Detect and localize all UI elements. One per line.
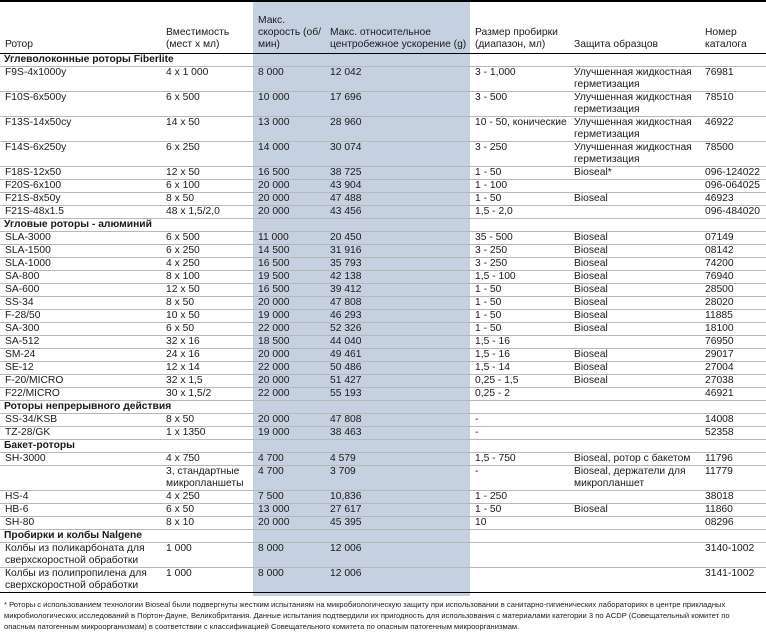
section-title: Бакет-роторы — [0, 440, 766, 453]
catalog-cell: 096-064025 — [700, 180, 766, 193]
tube-size-cell: 3 - 250 — [470, 258, 569, 271]
capacity-cell: 14 x 50 — [161, 117, 253, 142]
header-capacity: Вместимость (мест х мл) — [161, 2, 253, 54]
tube-size-cell: 1 - 50 — [470, 284, 569, 297]
max-rcf-cell: 4 579 — [325, 453, 470, 466]
tube-size-cell: 1 - 50 — [470, 323, 569, 336]
protection-cell: Bioseal — [569, 232, 700, 245]
table-row — [0, 504, 766, 517]
tube-size-cell: 35 - 500 — [470, 232, 569, 245]
max-rcf-cell: 38 725 — [325, 167, 470, 180]
max-speed-cell: 20 000 — [253, 193, 325, 206]
rotor-cell: Колбы из поликарбоната для сверхскоростной обработки — [0, 543, 161, 568]
section-header-row — [0, 530, 766, 543]
protection-cell — [569, 336, 700, 349]
rotor-cell: HS-4 — [0, 491, 161, 504]
max-rcf-cell: 51 427 — [325, 375, 470, 388]
rotor-cell: F-20/MICRO — [0, 375, 161, 388]
max-rcf-cell: 43 456 — [325, 206, 470, 219]
table-row — [0, 375, 766, 388]
tube-size-cell: - — [470, 427, 569, 440]
header-max-speed: Макс. скорость (об/мин) — [253, 2, 325, 54]
catalog-cell: 11860 — [700, 504, 766, 517]
tube-size-cell: 1 - 100 — [470, 180, 569, 193]
rotor-cell: Колбы из полипропилена для сверхскоростной обработки — [0, 568, 161, 593]
protection-cell: Bioseal — [569, 297, 700, 310]
max-speed-cell: 22 000 — [253, 362, 325, 375]
catalog-cell: 11779 — [700, 466, 766, 491]
max-speed-cell: 13 000 — [253, 504, 325, 517]
tube-size-cell: 10 - 50, конические — [470, 117, 569, 142]
max-speed-cell: 8 000 — [253, 543, 325, 568]
rotor-cell: SM-24 — [0, 349, 161, 362]
table-row — [0, 206, 766, 219]
tube-size-cell: 3 - 500 — [470, 92, 569, 117]
catalog-cell: 76940 — [700, 271, 766, 284]
max-speed-cell: 18 500 — [253, 336, 325, 349]
table-row — [0, 414, 766, 427]
capacity-cell: 8 x 50 — [161, 297, 253, 310]
rotor-cell: F18S-12x50 — [0, 167, 161, 180]
rotor-cell: SA-512 — [0, 336, 161, 349]
max-rcf-cell: 3 709 — [325, 466, 470, 491]
capacity-cell: 8 x 100 — [161, 271, 253, 284]
table-row — [0, 453, 766, 466]
table-row — [0, 167, 766, 180]
capacity-cell: 12 x 50 — [161, 284, 253, 297]
max-rcf-cell: 47 808 — [325, 414, 470, 427]
rotor-cell: SH-80 — [0, 517, 161, 530]
tube-size-cell: 1 - 50 — [470, 297, 569, 310]
rotor-cell: F13S-14x50cy — [0, 117, 161, 142]
rotor-cell: SH-3000 — [0, 453, 161, 466]
max-speed-cell: 13 000 — [253, 117, 325, 142]
tube-size-cell: 1,5 - 100 — [470, 271, 569, 284]
rotor-cell: SA-600 — [0, 284, 161, 297]
tube-size-cell: 1 - 50 — [470, 193, 569, 206]
table-row — [0, 258, 766, 271]
rotor-cell: F10S-6x500y — [0, 92, 161, 117]
protection-cell — [569, 388, 700, 401]
max-speed-cell: 14 000 — [253, 142, 325, 167]
catalog-cell: 74200 — [700, 258, 766, 271]
max-speed-cell: 8 000 — [253, 568, 325, 593]
max-speed-cell: 20 000 — [253, 349, 325, 362]
capacity-cell: 1 000 — [161, 568, 253, 593]
tube-size-cell — [470, 568, 569, 593]
table-row — [0, 193, 766, 206]
catalog-cell: 096-484020 — [700, 206, 766, 219]
max-speed-cell: 22 000 — [253, 388, 325, 401]
tube-size-cell: 1 - 250 — [470, 491, 569, 504]
table-row — [0, 568, 766, 593]
protection-cell — [569, 414, 700, 427]
catalog-cell: 27038 — [700, 375, 766, 388]
table-row — [0, 491, 766, 504]
rotor-cell: SA-300 — [0, 323, 161, 336]
capacity-cell: 4 x 250 — [161, 258, 253, 271]
section-title: Роторы непрерывного действия — [0, 401, 766, 414]
tube-size-cell: 0,25 - 2 — [470, 388, 569, 401]
protection-cell — [569, 543, 700, 568]
max-rcf-cell: 44 040 — [325, 336, 470, 349]
max-rcf-cell: 47 488 — [325, 193, 470, 206]
catalog-cell: 78510 — [700, 92, 766, 117]
capacity-cell: 4 x 250 — [161, 491, 253, 504]
protection-cell: Улучшенная жидкостная герметизация — [569, 67, 700, 92]
max-rcf-cell: 47 808 — [325, 297, 470, 310]
rotor-cell: SS-34 — [0, 297, 161, 310]
capacity-cell: 12 x 14 — [161, 362, 253, 375]
max-rcf-cell: 20 450 — [325, 232, 470, 245]
max-speed-cell: 4 700 — [253, 453, 325, 466]
capacity-cell: 24 x 16 — [161, 349, 253, 362]
section-header-row — [0, 401, 766, 414]
catalog-cell: 07149 — [700, 232, 766, 245]
max-rcf-cell: 12 042 — [325, 67, 470, 92]
tube-size-cell: 0,25 - 1,5 — [470, 375, 569, 388]
capacity-cell: 6 x 250 — [161, 245, 253, 258]
section-title: Углеволоконные роторы Fiberlite — [0, 54, 766, 67]
table-row — [0, 349, 766, 362]
tube-size-cell: 3 - 250 — [470, 142, 569, 167]
rotor-cell: HB-6 — [0, 504, 161, 517]
catalog-cell: 38018 — [700, 491, 766, 504]
capacity-cell: 8 x 10 — [161, 517, 253, 530]
max-rcf-cell: 38 463 — [325, 427, 470, 440]
max-rcf-cell: 31 916 — [325, 245, 470, 258]
capacity-cell: 4 x 750 — [161, 453, 253, 466]
capacity-cell: 1 000 — [161, 543, 253, 568]
max-speed-cell: 14 500 — [253, 245, 325, 258]
table-row — [0, 271, 766, 284]
protection-cell: Bioseal — [569, 245, 700, 258]
table-row — [0, 284, 766, 297]
protection-cell — [569, 517, 700, 530]
table-row — [0, 92, 766, 117]
rotor-cell: SA-800 — [0, 271, 161, 284]
section-title: Пробирки и колбы Nalgene — [0, 530, 766, 543]
catalog-cell: 3141-1002 — [700, 568, 766, 593]
rotor-cell: SLA-3000 — [0, 232, 161, 245]
max-rcf-cell: 39 412 — [325, 284, 470, 297]
protection-cell — [569, 427, 700, 440]
capacity-cell: 3, стандартные микропланшеты — [161, 466, 253, 491]
catalog-cell: 76981 — [700, 67, 766, 92]
tube-size-cell: 1,5 - 2,0 — [470, 206, 569, 219]
capacity-cell: 6 x 500 — [161, 92, 253, 117]
catalog-cell: 29017 — [700, 349, 766, 362]
catalog-cell: 3140-1002 — [700, 543, 766, 568]
rotor-specification-table — [0, 2, 766, 593]
max-rcf-cell: 27 617 — [325, 504, 470, 517]
protection-cell: Bioseal — [569, 258, 700, 271]
section-header-row — [0, 219, 766, 232]
max-rcf-cell: 43 904 — [325, 180, 470, 193]
header-max-rcf: Макс. относительное центробежное ускорение (g) — [325, 2, 470, 54]
max-rcf-cell: 50 486 — [325, 362, 470, 375]
protection-cell: Bioseal — [569, 323, 700, 336]
protection-cell — [569, 568, 700, 593]
tube-size-cell: 3 - 250 — [470, 245, 569, 258]
rotor-cell: SLA-1000 — [0, 258, 161, 271]
tube-size-cell: 1 - 50 — [470, 167, 569, 180]
catalog-cell: 08142 — [700, 245, 766, 258]
rotor-cell: F22/MICRO — [0, 388, 161, 401]
capacity-cell: 48 x 1,5/2,0 — [161, 206, 253, 219]
table-row — [0, 245, 766, 258]
capacity-cell: 6 x 50 — [161, 504, 253, 517]
max-speed-cell: 19 000 — [253, 427, 325, 440]
max-rcf-cell: 12 006 — [325, 568, 470, 593]
max-rcf-cell: 46 293 — [325, 310, 470, 323]
catalog-cell: 46921 — [700, 388, 766, 401]
tube-size-cell: 1,5 - 16 — [470, 349, 569, 362]
max-speed-cell: 20 000 — [253, 297, 325, 310]
catalog-cell: 52358 — [700, 427, 766, 440]
max-rcf-cell: 42 138 — [325, 271, 470, 284]
capacity-cell: 12 x 50 — [161, 167, 253, 180]
table-row — [0, 310, 766, 323]
max-rcf-cell: 49 461 — [325, 349, 470, 362]
section-header-row — [0, 54, 766, 67]
capacity-cell: 6 x 500 — [161, 232, 253, 245]
max-rcf-cell: 30 074 — [325, 142, 470, 167]
table-row — [0, 180, 766, 193]
catalog-cell: 76950 — [700, 336, 766, 349]
protection-cell: Bioseal — [569, 310, 700, 323]
tube-size-cell: 10 — [470, 517, 569, 530]
table-row — [0, 232, 766, 245]
capacity-cell: 6 x 50 — [161, 323, 253, 336]
catalog-cell: 46922 — [700, 117, 766, 142]
protection-cell: Улучшенная жидкостная герметизация — [569, 142, 700, 167]
table-row — [0, 543, 766, 568]
max-speed-cell: 4 700 — [253, 466, 325, 491]
max-speed-cell: 20 000 — [253, 180, 325, 193]
max-rcf-cell: 17 696 — [325, 92, 470, 117]
protection-cell — [569, 491, 700, 504]
rotor-cell: SLA-1500 — [0, 245, 161, 258]
max-rcf-cell: 28 960 — [325, 117, 470, 142]
header-rotor: Ротор — [0, 2, 161, 54]
protection-cell: Bioseal — [569, 271, 700, 284]
capacity-cell: 10 x 50 — [161, 310, 253, 323]
capacity-cell: 8 x 50 — [161, 193, 253, 206]
table-row — [0, 336, 766, 349]
catalog-cell: 11885 — [700, 310, 766, 323]
table-row — [0, 466, 766, 491]
header-catalog-number: Номер каталога — [700, 2, 766, 54]
capacity-cell: 32 x 1,5 — [161, 375, 253, 388]
max-speed-cell: 16 500 — [253, 258, 325, 271]
protection-cell: Bioseal — [569, 362, 700, 375]
max-rcf-cell: 12 006 — [325, 543, 470, 568]
max-rcf-cell: 45 395 — [325, 517, 470, 530]
rotor-cell: F-28/50 — [0, 310, 161, 323]
table-row — [0, 388, 766, 401]
table-row — [0, 297, 766, 310]
rotor-cell: SS-34/KSB — [0, 414, 161, 427]
table-row — [0, 67, 766, 92]
footnote: * Роторы с использованием технологии Bioseal были подвергнуты жестким испытаниям на микробиологическую защиту при использовании в санитарно-гигиенических лабораториях в центре прикладных микробиологических исследований в Портон-Дауне, Великобритания. Данные испытания подтвердили их пригодность для использования с материалами категории 3 по ACDP (Совещательный комитет по опасным патогенным микроорганизмам) в соответствии с классификацией Совещательного комитета по опасным патогенным микроорганизмам. — [4, 600, 730, 631]
protection-cell: Bioseal — [569, 504, 700, 517]
protection-cell: Bioseal — [569, 284, 700, 297]
max-rcf-cell: 35 793 — [325, 258, 470, 271]
catalog-cell: 08296 — [700, 517, 766, 530]
capacity-cell: 4 x 1 000 — [161, 67, 253, 92]
catalog-cell: 11796 — [700, 453, 766, 466]
rotor-cell: F21S-8x50y — [0, 193, 161, 206]
capacity-cell: 30 x 1,5/2 — [161, 388, 253, 401]
tube-size-cell — [470, 543, 569, 568]
max-speed-cell: 20 000 — [253, 517, 325, 530]
protection-cell: Bioseal, держатели для микропланшет — [569, 466, 700, 491]
rotor-cell: F21S-48x1.5 — [0, 206, 161, 219]
max-rcf-cell: 55 193 — [325, 388, 470, 401]
max-speed-cell: 10 000 — [253, 92, 325, 117]
table-row — [0, 362, 766, 375]
catalog-cell: 18100 — [700, 323, 766, 336]
protection-cell — [569, 206, 700, 219]
max-speed-cell: 8 000 — [253, 67, 325, 92]
max-speed-cell: 22 000 — [253, 323, 325, 336]
rotor-cell: TZ-28/GK — [0, 427, 161, 440]
rotor-cell: SE-12 — [0, 362, 161, 375]
tube-size-cell: 1,5 - 14 — [470, 362, 569, 375]
tube-size-cell: - — [470, 414, 569, 427]
rotor-cell — [0, 466, 161, 491]
tube-size-cell: 3 - 1,000 — [470, 67, 569, 92]
capacity-cell: 6 x 100 — [161, 180, 253, 193]
max-speed-cell: 19 500 — [253, 271, 325, 284]
capacity-cell: 6 x 250 — [161, 142, 253, 167]
protection-cell: Bioseal — [569, 349, 700, 362]
max-speed-cell: 16 500 — [253, 167, 325, 180]
header-sample-protection: Защита образцов — [569, 2, 700, 54]
rotor-cell: F14S-6x250y — [0, 142, 161, 167]
rotor-cell: F9S-4x1000y — [0, 67, 161, 92]
max-speed-cell: 11 000 — [253, 232, 325, 245]
catalog-cell: 28020 — [700, 297, 766, 310]
catalog-cell: 28500 — [700, 284, 766, 297]
section-header-row — [0, 440, 766, 453]
max-rcf-cell: 10,836 — [325, 491, 470, 504]
capacity-cell: 32 x 16 — [161, 336, 253, 349]
protection-cell: Bioseal* — [569, 167, 700, 180]
tube-size-cell: - — [470, 466, 569, 491]
capacity-cell: 1 x 1350 — [161, 427, 253, 440]
max-speed-cell: 20 000 — [253, 414, 325, 427]
table-row — [0, 142, 766, 167]
capacity-cell: 8 x 50 — [161, 414, 253, 427]
protection-cell — [569, 180, 700, 193]
max-speed-cell: 20 000 — [253, 375, 325, 388]
table-row — [0, 117, 766, 142]
table-header-row — [0, 2, 766, 54]
catalog-cell: 78500 — [700, 142, 766, 167]
protection-cell: Bioseal — [569, 193, 700, 206]
catalog-cell: 46923 — [700, 193, 766, 206]
max-speed-cell: 7 500 — [253, 491, 325, 504]
tube-size-cell: 1,5 - 16 — [470, 336, 569, 349]
catalog-cell: 096-124022 — [700, 167, 766, 180]
table-row — [0, 323, 766, 336]
protection-cell: Улучшенная жидкостная герметизация — [569, 117, 700, 142]
tube-size-cell: 1 - 50 — [470, 310, 569, 323]
protection-cell: Bioseal — [569, 375, 700, 388]
max-speed-cell: 20 000 — [253, 206, 325, 219]
tube-size-cell: 1,5 - 750 — [470, 453, 569, 466]
protection-cell: Улучшенная жидкостная герметизация — [569, 92, 700, 117]
rotor-cell: F20S-6x100 — [0, 180, 161, 193]
header-tube-size: Размер пробирки (диапазон, мл) — [470, 2, 569, 54]
max-speed-cell: 16 500 — [253, 284, 325, 297]
catalog-cell: 14008 — [700, 414, 766, 427]
table-row — [0, 517, 766, 530]
max-rcf-cell: 52 326 — [325, 323, 470, 336]
protection-cell: Bioseal, ротор с бакетом — [569, 453, 700, 466]
catalog-cell: 27004 — [700, 362, 766, 375]
table-row — [0, 427, 766, 440]
max-speed-cell: 19 000 — [253, 310, 325, 323]
section-title: Угловые роторы - алюминий — [0, 219, 766, 232]
tube-size-cell: 1 - 50 — [470, 504, 569, 517]
